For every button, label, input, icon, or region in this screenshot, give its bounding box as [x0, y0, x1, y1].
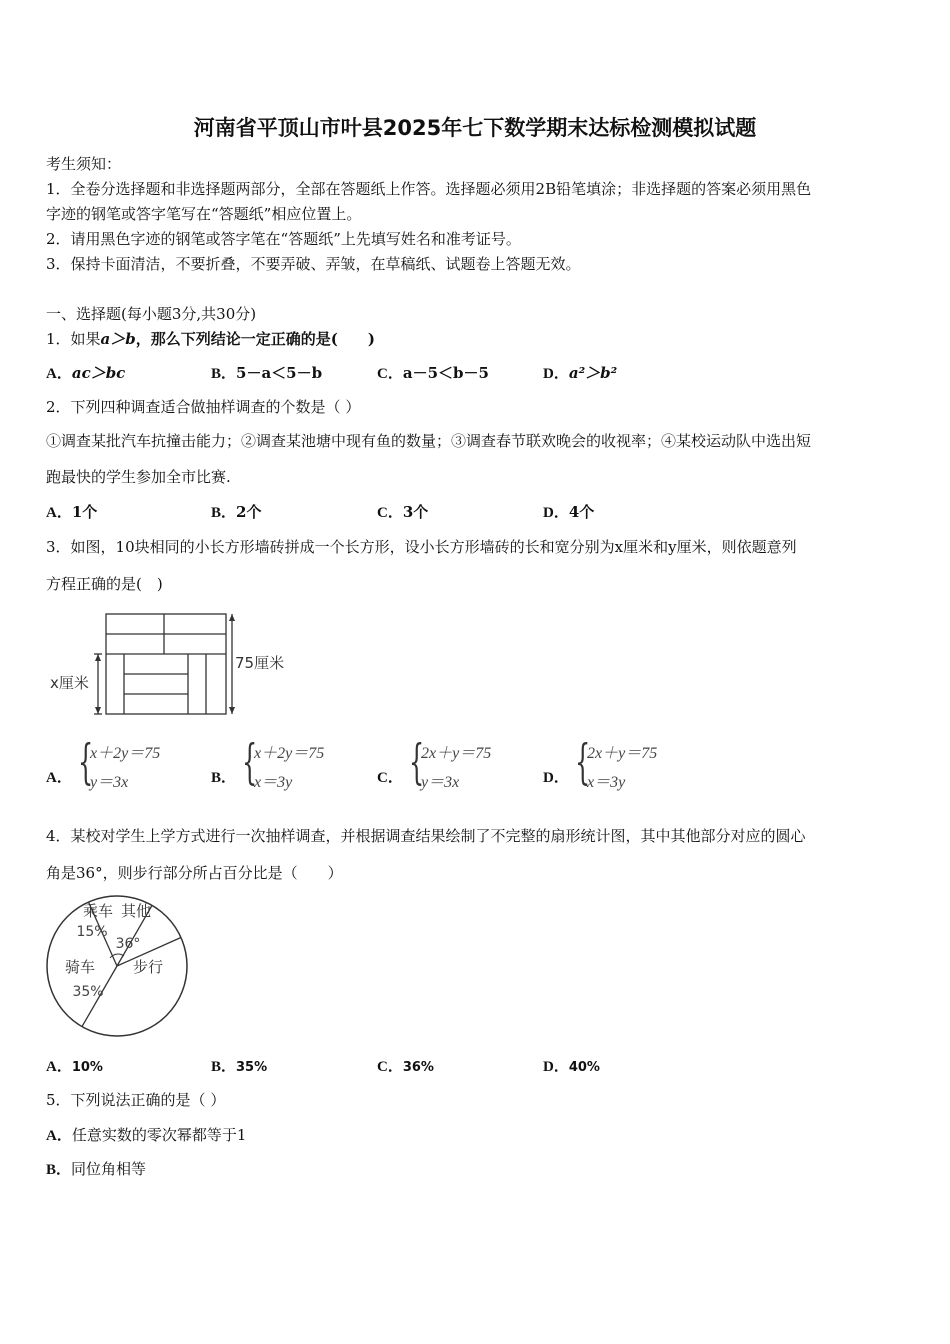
notice-heading: 考生须知：	[46, 155, 122, 173]
option-text: 40%	[568, 1060, 600, 1075]
q1-option-d[interactable]	[543, 362, 617, 383]
option-letter: B．	[46, 1162, 72, 1178]
q2-option-c[interactable]	[377, 501, 428, 522]
q1-option-c[interactable]	[377, 362, 489, 383]
option-text: ac＞bc	[71, 364, 126, 382]
option-letter: D．	[543, 505, 569, 521]
brace-icon: {	[409, 734, 425, 790]
option-letter: B．	[211, 505, 237, 521]
q1-stem-pre: 1．如果	[46, 330, 101, 348]
q3-option-d-letter[interactable]	[543, 766, 569, 787]
notice-item: 1．全卷分选择题和非选择题两部分，全部在答题纸上作答。选择题必须用2B铅笔填涂；非选择题的答案必须用黑色	[46, 180, 812, 198]
figure-label-75: 75厘米	[235, 654, 285, 672]
pie-slice-label: 乘车	[82, 902, 114, 920]
q3-option-a-letter[interactable]	[46, 766, 72, 787]
question-3-stem: 方程正确的是( )	[46, 575, 163, 593]
brace-icon: {	[78, 734, 94, 790]
option-text: 3个	[402, 503, 429, 521]
q5-option-a[interactable]	[46, 1124, 246, 1145]
option-text: 4个	[568, 503, 595, 521]
q3-option-c-letter[interactable]	[377, 766, 403, 787]
option-letter: D．	[543, 366, 569, 382]
option-text: 2个	[236, 503, 262, 521]
q1-stem-math: a＞b	[100, 330, 136, 348]
option-text: 35%	[236, 1060, 268, 1075]
option-letter: B．	[211, 770, 237, 786]
notice-item: 字迹的钢笔或答字笔写在“答题纸”相应位置上。	[46, 205, 362, 223]
pie-slice-value: 35%	[72, 984, 104, 1000]
option-letter: A．	[46, 770, 72, 786]
option-letter: D．	[543, 770, 569, 786]
option-text: a－5＜b－5	[402, 364, 489, 382]
q4-option-a[interactable]	[46, 1055, 103, 1076]
option-text: 36%	[402, 1060, 434, 1075]
equation: x＝3y	[254, 774, 293, 791]
question-3-stem: 3．如图，10块相同的小长方形墙砖拼成一个长方形，设小长方形墙砖的长和宽分别为x厘米和y厘米，则依题意列	[46, 538, 797, 556]
option-letter: A．	[46, 1128, 72, 1144]
option-text: 5－a＜5－b	[236, 364, 323, 382]
pie-slice-label: 骑车	[64, 958, 96, 976]
option-text: a²＞b²	[568, 364, 618, 382]
option-text: 10%	[71, 1060, 103, 1075]
option-letter: C．	[377, 770, 403, 786]
equation: 2x＋y＝75	[587, 745, 658, 762]
question-2-detail: ①调查某批汽车抗撞击能力；②调查某池塘中现有鱼的数量；③调查春节联欢晚会的收视率；④某校运动队中选出短	[46, 432, 812, 450]
option-text: 1个	[71, 503, 98, 521]
q4-option-d[interactable]	[543, 1055, 600, 1076]
figure-label-x: x厘米	[50, 674, 89, 692]
question-4-stem: 4．某校对学生上学方式进行一次抽样调查，并根据调查结果绘制了不完整的扇形统计图，其中其他部分对应的圆心	[46, 827, 806, 845]
brace-icon: {	[575, 734, 591, 790]
question-2-stem: 2．下列四种调查适合做抽样调查的个数是（ ）	[46, 398, 361, 416]
q5-option-b[interactable]	[46, 1158, 146, 1179]
equation: x＋2y＝75	[90, 745, 161, 762]
pie-slice-value: 15%	[76, 924, 108, 940]
question-2-detail: 跑最快的学生参加全市比赛.	[46, 468, 231, 486]
option-letter: C．	[377, 505, 403, 521]
equation: x＝3y	[587, 774, 626, 791]
pie-chart	[44, 894, 192, 1040]
q2-option-b[interactable]	[211, 501, 261, 522]
equation: 2x＋y＝75	[421, 745, 492, 762]
q2-option-a[interactable]	[46, 501, 97, 522]
question-4-stem: 角是36°，则步行部分所占百分比是（ ）	[46, 864, 343, 882]
brace-icon: {	[242, 734, 258, 790]
option-letter: A．	[46, 1059, 72, 1075]
pie-slice-label: 步行	[132, 958, 164, 976]
option-letter: A．	[46, 366, 72, 382]
q1-option-a[interactable]	[46, 362, 125, 383]
question-5-stem: 5．下列说法正确的是（ ）	[46, 1091, 226, 1109]
q2-option-d[interactable]	[543, 501, 594, 522]
exam-title: 河南省平顶山市叶县2025年七下数学期末达标检测模拟试题	[193, 116, 757, 140]
question-1-stem	[46, 328, 375, 349]
pie-slice-value: 36°	[115, 936, 141, 952]
q3-option-a-system	[78, 734, 198, 794]
brick-wall-figure	[46, 608, 296, 723]
option-letter: B．	[211, 1059, 237, 1075]
equation: x＋2y＝75	[254, 745, 325, 762]
section-heading: 一、选择题(每小题3分,共30分)	[46, 305, 257, 323]
q3-option-b-letter[interactable]	[211, 766, 236, 787]
q1-option-b[interactable]	[211, 362, 322, 383]
q3-option-c-system	[409, 734, 529, 794]
notice-item: 2．请用黑色字迹的钢笔或答字笔在“答题纸”上先填写姓名和准考证号。	[46, 230, 521, 248]
option-letter: B．	[211, 366, 237, 382]
option-letter: D．	[543, 1059, 569, 1075]
q1-stem-post: ，那么下列结论一定正确的是( )	[135, 330, 375, 348]
q4-option-c[interactable]	[377, 1055, 434, 1076]
option-letter: C．	[377, 1059, 403, 1075]
equation: y＝3x	[421, 774, 460, 791]
equation: y＝3x	[90, 774, 129, 791]
q4-option-b[interactable]	[211, 1055, 267, 1076]
option-letter: A．	[46, 505, 72, 521]
option-text: 任意实数的零次幂都等于1	[71, 1126, 247, 1144]
q3-option-d-system	[575, 734, 695, 794]
option-text: 同位角相等	[71, 1160, 147, 1178]
q3-option-b-system	[242, 734, 362, 794]
pie-slice-label: 其他	[120, 902, 152, 920]
notice-item: 3．保持卡面清洁，不要折叠，不要弄破、弄皱，在草稿纸、试题卷上答题无效。	[46, 255, 581, 273]
option-letter: C．	[377, 366, 403, 382]
